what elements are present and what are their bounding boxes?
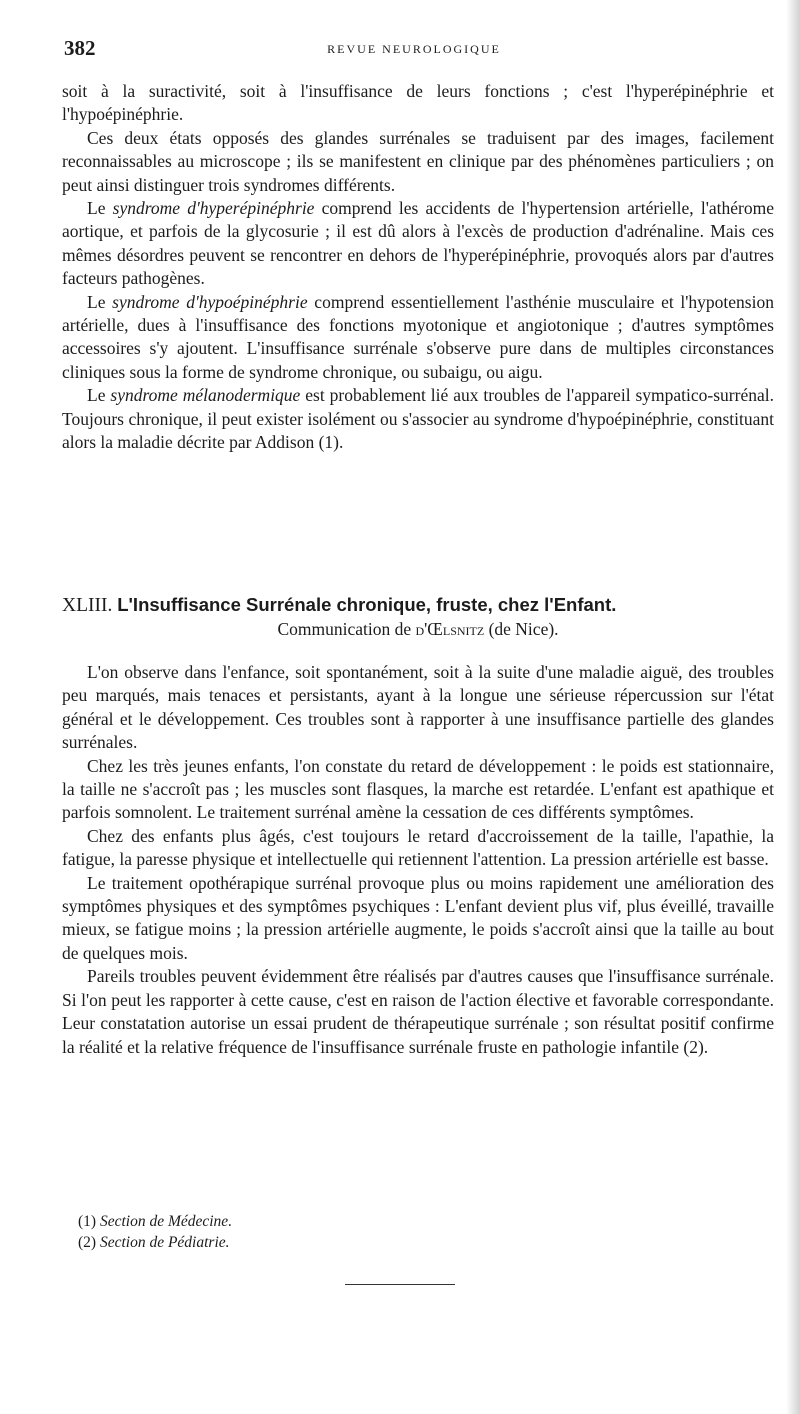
intro-paragraph-1: soit à la suractivité, soit à l'insuffisance de leurs fonctions ; c'est l'hyperépinéphrie et l'hypoépinéphrie.: [62, 81, 774, 125]
paragraph-lead: Le: [87, 198, 113, 219]
journal-title: REVUE NEUROLOGIQUE: [327, 42, 501, 56]
running-head: [64, 36, 764, 64]
page-edge-shadow: [786, 0, 800, 1414]
footnote-mark: (2): [78, 1234, 100, 1251]
section-xliii: [62, 593, 774, 1059]
section-paragraph-1: L'on observe dans l'enfance, soit spontanément, soit à la suite d'une maladie aiguë, des troubles peu marqués, mais tenaces et persistants, ayant à la longue une sérieuse répercussion sur l'état général et le développement. Ces troubles sont à rapporter à une insuffisance partielle des glandes surrénales.: [62, 662, 774, 753]
footnotes: [78, 1211, 678, 1253]
intro-text: [62, 80, 774, 455]
paragraph-lead: Le: [87, 385, 111, 406]
syndrome-term: syndrome d'hyperépinéphrie: [112, 198, 315, 219]
section-body: [62, 661, 774, 1059]
section-paragraph-4: Le traitement opothérapique surrénal provoque plus ou moins rapidement une amélioration des symptômes physiques et des symptômes psychiques : L'enfant devient plus vif, plus éveillé, travaille mieux, se fatigue moins ; la pression artérielle augmente, le poids s'accroît ainsi que la taille au bout de quelques mois.: [62, 872, 774, 963]
section-number: XLIII.: [62, 595, 113, 616]
syndrome-term: syndrome d'hypoépinéphrie: [112, 291, 308, 312]
page-number: 382: [64, 36, 96, 60]
section-paragraph-2: Chez les très jeunes enfants, l'on constate du retard de développement : le poids est stationnaire, la taille ne s'accroît pas ; les muscles sont flasques, la marche est retardée. L'enfant est apathique et parfois somnolent. Le traitement surrénal amène la cessation de ces différents symptômes.: [62, 755, 774, 823]
author-line: [62, 618, 774, 641]
author-suffix: (de Nice).: [484, 619, 559, 639]
footnote-text: Section de Médecine.: [99, 1213, 233, 1230]
syndrome-term: syndrome mélanodermique: [110, 385, 301, 406]
end-rule: [345, 1284, 455, 1285]
intro-paragraph-4: [62, 291, 774, 385]
intro-paragraph-3: [62, 197, 774, 291]
intro-paragraph-5: [62, 384, 774, 454]
footnote-mark: (1): [78, 1213, 100, 1230]
paragraph-body: est probablement lié aux troubles de l'appareil sympatico-surrénal. Toujours chronique, il peut exister isolément ou s'associer au syndrome d'hypoépinéphrie, constituant alors la maladie décrite par Addison (1).: [62, 385, 774, 453]
paragraph-body: comprend les accidents de l'hypertension artérielle, l'athérome aortique, et parfois de la glycosurie ; il est dû alors à l'excès de production d'adrénaline. Mais ces mêmes désordres peuvent se rencontrer en dehors de l'hyperépinéphrie, provoqués alors par d'autres facteurs pathogènes.: [62, 198, 774, 289]
section-title: L'Insuffisance Surrénale chronique, fruste, chez l'Enfant.: [117, 594, 617, 615]
paragraph-lead: Le: [87, 291, 113, 312]
author-name: d'Œlsnitz: [415, 619, 485, 639]
section-paragraph-5: Pareils troubles peuvent évidemment être réalisés par d'autres causes que l'insuffisance surrénale. Si l'on peut les rapporter à cette cause, c'est en raison de l'action élective et favorable correspondante. Leur constatation autorise un essai prudent de thérapeutique surrénale ; son résultat positif confirme la réalité et la relative fréquence de l'insuffisance surrénale fruste en pathologie infantile (2).: [62, 966, 774, 1057]
footnote-1: [78, 1211, 678, 1232]
footnote-2: [78, 1232, 678, 1253]
section-heading: [62, 593, 774, 618]
author-prefix: Communication de: [277, 619, 416, 639]
intro-paragraph-2: Ces deux états opposés des glandes surrénales se traduisent par des images, facilement reconnaissables au microscope ; ils se manifestent en clinique par des phénomènes particuliers ; on peut ainsi distinguer trois syndromes différents.: [62, 127, 774, 195]
section-paragraph-3: Chez des enfants plus âgés, c'est toujours le retard d'accroissement de la taille, l'apathie, la fatigue, la paresse physique et intellectuelle qui retiennent l'attention. La pression artérielle est basse.: [62, 825, 774, 870]
paragraph-body: comprend essentiellement l'asthénie musculaire et l'hypotension artérielle, dues à l'insuffisance des fonctions myotonique et angiotonique ; d'autres symptômes accessoires s'y ajoutent. L'insuffisance surrénale s'observe pure dans de multiples circonstances cliniques sous la forme de syndrome chronique, ou subaigu, ou aigu.: [62, 291, 774, 382]
footnote-text: Section de Pédiatrie.: [99, 1234, 230, 1251]
